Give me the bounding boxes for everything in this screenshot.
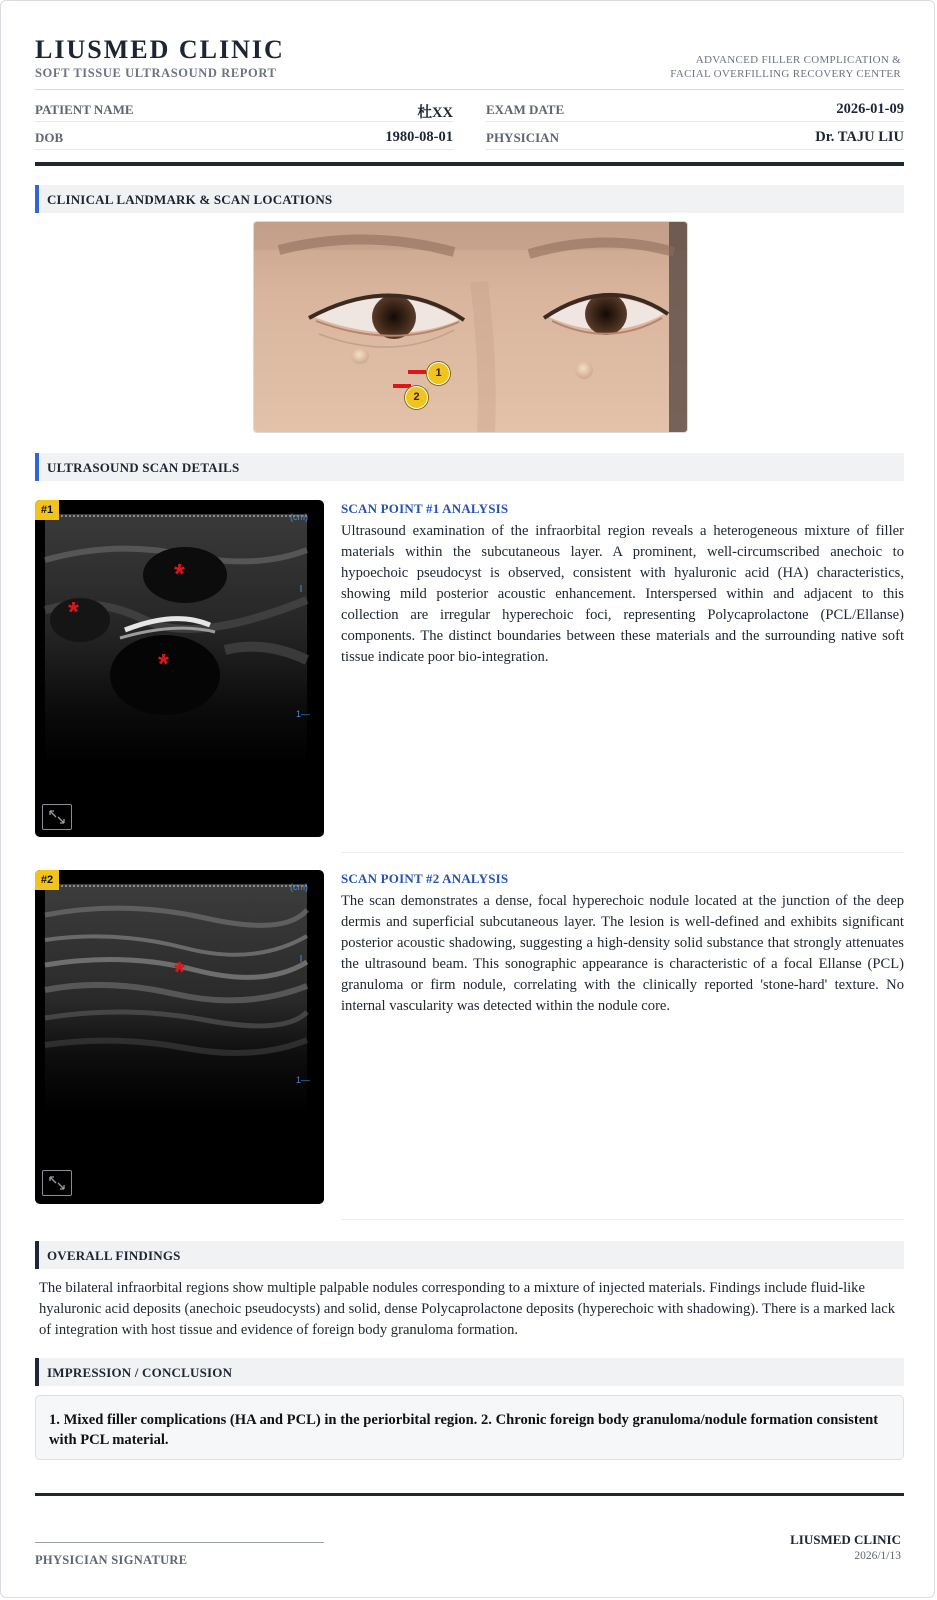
- ultrasound-texture: [35, 500, 324, 837]
- impression-box: 1. Mixed filler complications (HA and PCL) in the periorbital region. 2. Chronic foreign body granuloma/nodule formation consistent with PCL material.: [35, 1395, 904, 1460]
- scan-unit-label: (cm): [290, 512, 308, 522]
- expand-icon[interactable]: [42, 1170, 72, 1196]
- ultrasound-texture: [35, 870, 324, 1204]
- asterisk-mark: *: [68, 596, 79, 627]
- scan-separator: [341, 852, 904, 853]
- section-findings-header: [35, 1241, 904, 1269]
- center-line-2: FACIAL OVERFILLING RECOVERY CENTER: [670, 68, 901, 80]
- signature-label: PHYSICIAN SIGNATURE: [35, 1553, 188, 1567]
- depth-marker: 1—: [295, 709, 310, 719]
- clinic-name: LIUSMED CLINIC: [35, 35, 285, 64]
- section-title: CLINICAL LANDMARK & SCAN LOCATIONS: [47, 192, 333, 207]
- scan-2-text: The scan demonstrates a dense, focal hyperechoic nodule located at the junction of the deep dermis and superficial subcutaneous layer. The lesion is well-defined and exhibits significant posterior acoustic shadowing, suggesting a high-density solid substance that strongly attenuates the ultrasound beam. This sonographic appearance is characteristic of a focal Ellanse (PCL) granuloma or firm nodule, correlating with the clinically reported 'stone-hard' texture. No internal vascularity was detected within the nodule core.: [341, 893, 904, 1014]
- info-divider: [486, 149, 904, 150]
- landmark-face-image: [253, 221, 688, 433]
- dob-label: DOB: [35, 130, 64, 145]
- report-title: SOFT TISSUE ULTRASOUND REPORT: [35, 66, 277, 80]
- center-line-1: ADVANCED FILLER COMPLICATION &: [695, 54, 901, 66]
- info-divider: [35, 149, 453, 150]
- scan-badge: #2: [35, 870, 59, 890]
- scan-point-1-line: [408, 370, 426, 374]
- asterisk-mark: *: [174, 956, 185, 987]
- expand-icon[interactable]: [42, 804, 72, 830]
- overall-findings-text: The bilateral infraorbital regions show multiple palpable nodules corresponding to a mixture of injected materials. Findings include fluid-like hyaluronic acid deposits (anechoic pseudocysts) and solid, dense Polycaprolactone deposits (hyperechoic with shadowing). There is a marked lack of integration with host tissue and evidence of foreign body granuloma formation.: [39, 1280, 896, 1338]
- exam-date-value: 2026-01-09: [836, 101, 904, 117]
- info-divider: [486, 121, 904, 122]
- asterisk-mark: *: [174, 558, 185, 589]
- ultrasound-image-1: [35, 500, 324, 837]
- footer-date: 2026/1/13: [854, 1550, 901, 1562]
- dob-value: 1980-08-01: [385, 129, 453, 145]
- face-illustration: [254, 222, 687, 432]
- scan-point-2-line: [393, 384, 411, 388]
- patient-name-value: 杜XX: [417, 105, 453, 121]
- footer-rule: [35, 1493, 904, 1496]
- section-title: OVERALL FINDINGS: [47, 1248, 181, 1263]
- scan-point-2-marker: 2: [405, 386, 428, 409]
- scan-badge: #1: [35, 500, 59, 520]
- section-impression-header: [35, 1358, 904, 1386]
- scan-point-1-marker: 1: [427, 362, 450, 385]
- scan-1-text: Ultrasound examination of the infraorbital region reveals a heterogeneous mixture of filler materials within the subcutaneous layer. A prominent, well-circumscribed anechoic to hypoechoic pseudocyst is observed, consistent with hyaluronic acid (HA) characteristics, showing mild posterior acoustic enhancement. Interspersed within and adjacent to this collection are irregular hyperechoic foci, representing Polycaprolactone (PCL/Ellanse) components. The distinct boundaries between these materials and the surrounding native soft tissue indicate poor bio-integration.: [341, 523, 904, 665]
- signature-line: [35, 1542, 324, 1543]
- ultrasound-image-2: [35, 870, 324, 1204]
- header-thick-rule: [35, 162, 904, 166]
- header-divider: [35, 89, 904, 90]
- info-divider: [35, 121, 453, 122]
- physician-label: PHYSICIAN: [486, 130, 559, 145]
- footer-clinic-name: LIUSMED CLINIC: [790, 1532, 901, 1547]
- depth-marker: 1—: [295, 1075, 310, 1085]
- scan-separator: [341, 1219, 904, 1220]
- scan-unit-label: (cm): [290, 882, 308, 892]
- section-scan-details-header: [35, 453, 904, 481]
- section-title: IMPRESSION / CONCLUSION: [47, 1365, 233, 1380]
- asterisk-mark: *: [158, 648, 169, 679]
- scan-2-heading: SCAN POINT #2 ANALYSIS: [341, 871, 509, 886]
- section-landmark-header: [35, 185, 904, 213]
- scan-1-heading: SCAN POINT #1 ANALYSIS: [341, 501, 509, 516]
- exam-date-label: EXAM DATE: [486, 102, 565, 117]
- patient-name-label: PATIENT NAME: [35, 102, 134, 117]
- physician-value: Dr. TAJU LIU: [815, 129, 904, 145]
- section-title: ULTRASOUND SCAN DETAILS: [47, 460, 240, 475]
